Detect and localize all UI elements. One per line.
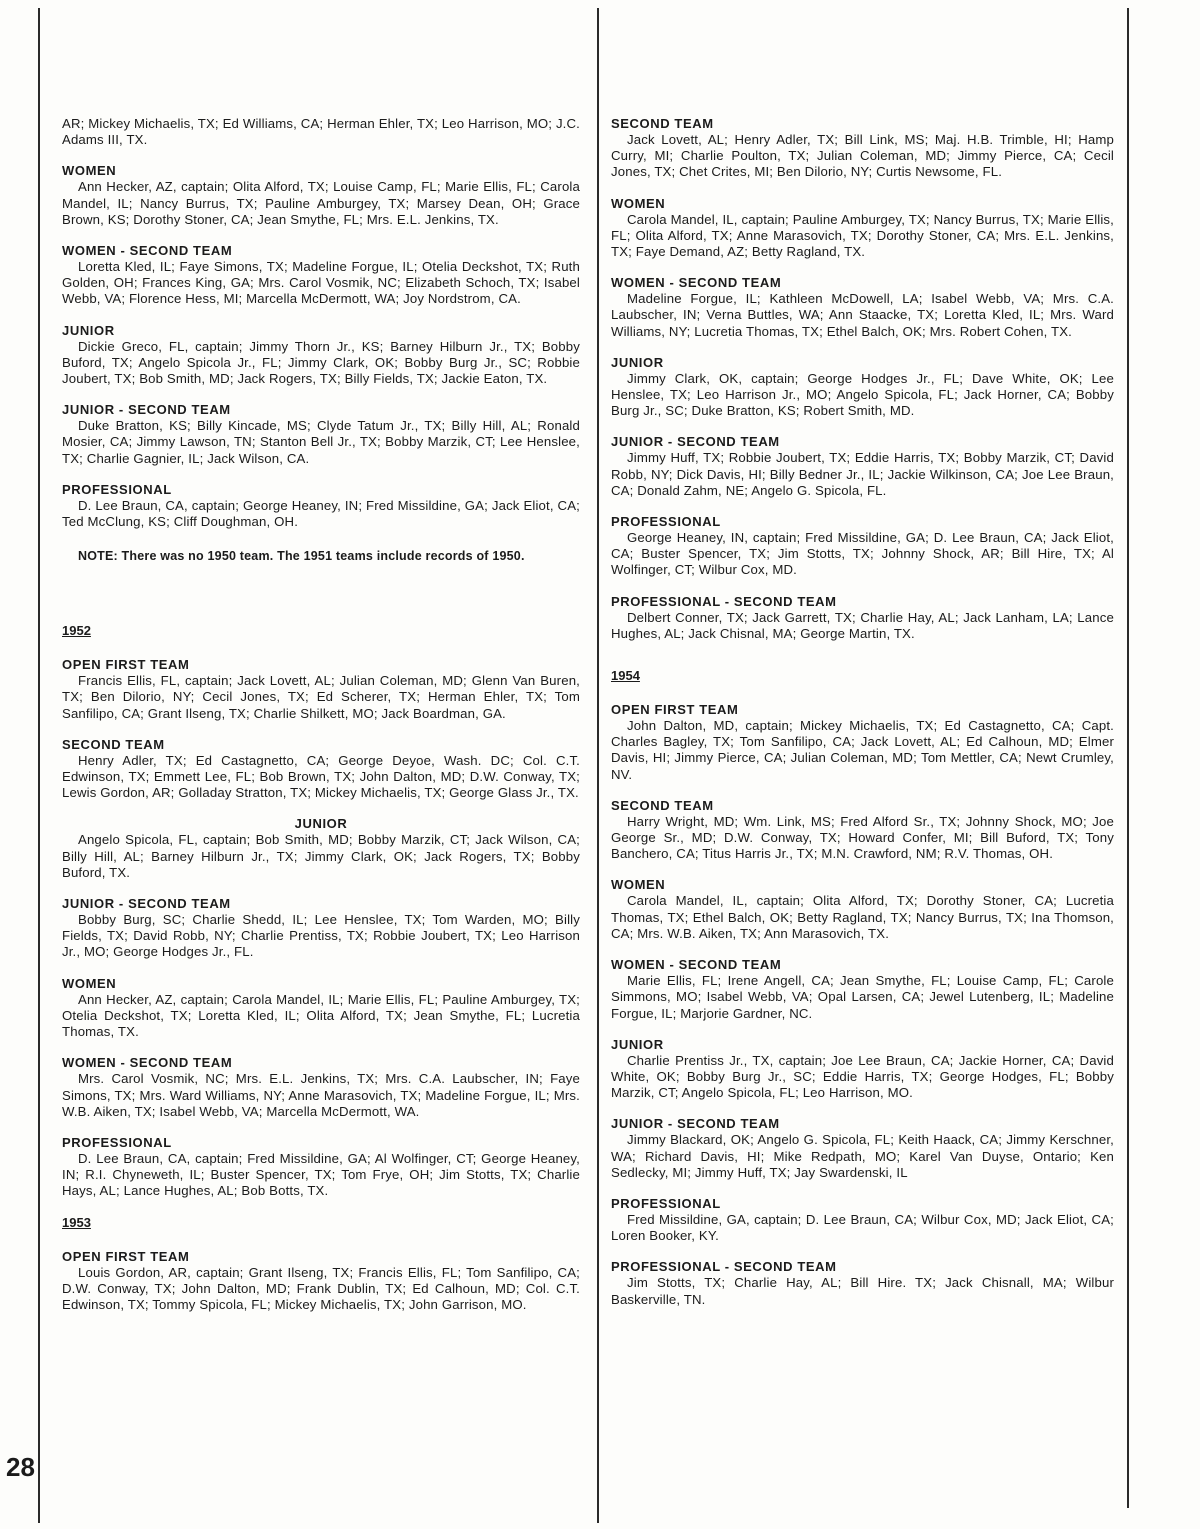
section-roster: D. Lee Braun, CA, captain; George Heaney, IN; Fred Missildine, GA; Jack Eliot, CA; Ted McClung, KS; Cliff Doughman, OH. [62,497,580,530]
section-heading: WOMEN [611,877,666,893]
right-column [611,116,1114,1323]
section-1952-junior [62,816,580,881]
section-roster: Marie Ellis, FL; Irene Angell, CA; Jean Smythe, FL; Louise Camp, FL; Carole Simmons, MO; Isabel Webb, VA; Opal Larsen, CA; Jewel Lutenberg, IL; Madeline Forgue, IL; Marjorie Gardner, NC. [611,973,1114,1021]
section-heading: JUNIOR - SECOND TEAM [611,434,780,450]
section-roster: Bobby Burg, SC; Charlie Shedd, IL; Lee Henslee, TX; Tom Warden, MO; Billy Fields, TX; David Robb, NY; Charlie Prentiss, TX; Robbie Joubert, TX; Leo Harrison Jr., MO; George Hodges Jr., FL. [62,912,580,960]
section-heading: OPEN FIRST TEAM [62,1248,190,1264]
section-roster: Duke Bratton, KS; Billy Kincade, MS; Clyde Tatum Jr., TX; Billy Hill, AL; Ronald Mosier, CA; Jimmy Lawson, TN; Stanton Bell Jr., TX; Bobby Marzik, CT; Lee Henslee, TX; Charlie Gagnier, IL; Jack Wilson, CA. [62,418,580,466]
section-1952-second [62,737,580,802]
section-roster: Fred Missildine, GA, captain; D. Lee Braun, CA; Wilbur Cox, MD; Jack Eliot, CA; Loren Booker, KY. [611,1211,1114,1244]
section-1952-junior-second [62,896,580,961]
section-1952-women-second [62,1055,580,1120]
section-1953-professional [611,514,1114,579]
section-1953-open-first [62,1249,580,1314]
section-heading: WOMEN - SECOND TEAM [62,1055,233,1071]
section-heading: WOMEN - SECOND TEAM [611,957,782,973]
section-1952-open-first [62,657,580,722]
section-1954-professional-second [611,1259,1114,1307]
section-heading: PROFESSIONAL [62,1134,172,1150]
section-heading: PROFESSIONAL - SECOND TEAM [611,593,837,609]
section-heading: PROFESSIONAL [611,514,721,530]
section-1953-women [611,196,1114,261]
section-heading: SECOND TEAM [611,797,714,813]
section-roster: Jimmy Blackard, OK; Angelo G. Spicola, FL; Keith Haack, CA; Jimmy Kerschner, WA; Richard Davis, HI; Mike Redpath, MO; Karel Van Duyse, Ontario; Ken Sedlecky, MI; Jimmy Huff, TX; Jay Swardenski, IL [611,1132,1114,1180]
column-divider-rule [597,8,599,1523]
section-1951-junior-second [62,402,580,467]
section-roster: Jack Lovett, AL; Henry Adler, TX; Bill Link, MS; Maj. H.B. Trimble, HI; Hamp Curry, MI; Charlie Poulton, TX; Julian Coleman, MD; Jimmy Pierce, CA; Cecil Jones, TX; Chet Crites, MI; Ben Dilorio, NY; Curtis Newsome, FL. [611,132,1114,180]
section-1954-second [611,798,1114,863]
section-heading: OPEN FIRST TEAM [611,702,739,718]
left-margin-rule [38,8,40,1523]
section-1954-women-second [611,957,1114,1022]
section-1953-second [611,116,1114,181]
section-1951-women-second [62,243,580,308]
section-1953-junior [611,355,1114,420]
section-heading: PROFESSIONAL [611,1195,721,1211]
section-roster: Mrs. Carol Vosmik, NC; Mrs. E.L. Jenkins, TX; Mrs. C.A. Laubscher, IN; Faye Simons, TX; Mrs. Ward Williams, NY; Anne Marasovich, TX; Madeline Forgue, IL; Mrs. W.B. Aiken, TX; Isabel Webb, VA; Marcella McDermott, WA. [62,1071,580,1119]
section-heading: JUNIOR [294,816,348,832]
section-heading: JUNIOR - SECOND TEAM [611,1116,780,1132]
section-heading: PROFESSIONAL [62,481,172,497]
section-1954-open-first [611,702,1114,783]
section-1951-women [62,163,580,228]
section-heading: WOMEN [62,163,117,179]
section-roster: Charlie Prentiss Jr., TX, captain; Joe Lee Braun, CA; Jackie Horner, CA; David White, OK; Bobby Burg Jr., SC; Eddie Harris, TX; George Hodges, FL; Bobby Marzik, CT; Angelo Spicola, FL; Leo Harrison, MO. [611,1052,1114,1101]
section-heading: JUNIOR [611,354,664,370]
section-roster: Jimmy Huff, TX; Robbie Joubert, TX; Eddie Harris, TX; Bobby Marzik, CT; David Robb, NY; Dick Davis, HI; Billy Bedner Jr., IL; Jackie Wilkinson, CA; Joe Lee Braun, CA; Donald Zahm, NE; Angelo G. Spicola, FL. [611,450,1114,498]
section-1952-women [62,976,580,1041]
section-1953-junior-second [611,434,1114,499]
year-heading-1954: 1954 [611,668,640,684]
section-roster: Ann Hecker, AZ, captain; Carola Mandel, IL; Marie Ellis, FL; Pauline Amburgey, TX; Otelia Deckshot, TX; Loretta Kled, IL; Olita Alford, TX; Jean Smythe, FL; Lucretia Thomas, TX. [62,991,580,1040]
section-heading: JUNIOR - SECOND TEAM [62,402,231,418]
section-heading: WOMEN [62,975,117,991]
section-1953-women-second [611,275,1114,340]
section-roster: Delbert Conner, TX; Jack Garrett, TX; Charlie Hay, AL; Jack Lanham, LA; Lance Hughes, AL; Jack Chisnal, MA; George Martin, TX. [611,609,1114,641]
section-roster: Loretta Kled, IL; Faye Simons, TX; Madeline Forgue, IL; Otelia Deckshot, TX; Ruth Golden, OH; Frances King, GA; Mrs. Carol Vosmik, NC; Elizabeth Schoch, TX; Isabel Webb, VA; Florence Hess, MI; Marcella McDermott, WA; Joy Nordstrom, CA. [62,259,580,307]
section-roster: John Dalton, MD, captain; Mickey Michaelis, TX; Ed Castagnetto, CA; Capt. Charles Bagley, TX; Tom Sanfilipo, CA; Jack Lovett, AL; Ed Calhoun, MD; Elmer Davis, HI; Jimmy Pierce, CA; Julian Coleman, MD; Tom Mettler, CA; Newt Crumley, NV. [611,718,1114,782]
section-1951-junior [62,323,580,388]
section-roster: Dickie Greco, FL, captain; Jimmy Thorn Jr., KS; Barney Hilburn Jr., TX; Bobby Buford, TX; Angelo Spicola Jr., FL; Jimmy Clark, OK; Bobby Burg Jr., SC; Robbie Joubert, TX; Bob Smith, MD; Jack Rogers, TX; Billy Fields, TX; Jackie Eaton, TX. [62,338,580,387]
section-roster: Angelo Spicola, FL, captain; Bob Smith, MD; Bobby Marzik, CT; Jack Wilson, CA; Billy Hill, AL; Barney Hilburn Jr., TX; Jimmy Clark, OK; Jack Rogers, TX; Bobby Buford, TX. [62,832,580,880]
section-roster: Jimmy Clark, OK, captain; George Hodges Jr., FL; Dave White, OK; Lee Henslee, TX; Leo Harrison Jr., MO; Angelo Spicola, FL; Jack Horner, CA; Bobby Burg Jr., SC; Duke Bratton, KS; Robert Smith, MD. [611,370,1114,419]
note-1950: NOTE: There was no 1950 team. The 1951 teams include records of 1950. [78,549,525,564]
section-heading: JUNIOR - SECOND TEAM [62,896,231,912]
section-roster: Francis Ellis, FL, captain; Jack Lovett, AL; Julian Coleman, MD; Glenn Van Buren, TX; Ben Dilorio, NY; Cecil Jones, TX; Ed Scherer, TX; Herman Ehler, TX; Tom Sanfilipo, CA; Grant Ilseng, TX; Charlie Shilkett, MO; Jack Boardman, GA. [62,673,580,721]
section-roster: Carola Mandel, IL, captain; Olita Alford, TX; Dorothy Stoner, CA; Lucretia Thomas, TX; Ethel Balch, OK; Betty Ragland, TX; Nancy Burrus, TX; Ina Thomson, CA; Mrs. W.B. Aiken, TX; Ann Marasovich, TX. [611,893,1114,941]
section-roster: Harry Wright, MD; Wm. Link, MS; Fred Alford Sr., TX; Johnny Shock, MO; Joe George Sr., MD; D.W. Conway, TX; Howard Confer, MI; Bill Buford, TX; Tony Banchero, CA; Titus Harris Jr., TX; M.N. Crawford, NM; R.V. Thomas, OH. [611,813,1114,862]
section-heading: JUNIOR [611,1036,664,1052]
section-heading: SECOND TEAM [611,116,714,131]
section-1954-junior [611,1037,1114,1102]
section-roster: Jim Stotts, TX; Charlie Hay, AL; Bill Hire. TX; Jack Chisnall, MA; Wilbur Baskerville, TN. [611,1275,1114,1307]
section-heading: PROFESSIONAL - SECOND TEAM [611,1259,837,1275]
section-roster: Madeline Forgue, IL; Kathleen McDowell, LA; Isabel Webb, VA; Mrs. C.A. Laubscher, IN; Verna Buttles, WA; Ann Staacke, TX; Loretta Kled, IL; Mrs. Ward Williams, NY; Lucretia Thomas, TX; Ethel Balch, OK; Mrs. Robert Cohen, TX. [611,291,1114,339]
section-1953-professional-second [611,594,1114,642]
section-heading: WOMEN - SECOND TEAM [62,243,233,259]
left-column [62,116,580,1328]
right-margin-rule [1127,8,1129,1508]
page-number: 28 [6,1452,35,1482]
section-roster: Louis Gordon, AR, captain; Grant Ilseng, TX; Francis Ellis, FL; Tom Sanfilipo, CA; D.W. Conway, TX; John Dalton, MD; Frank Dublin, TX; Ed Calhoun, MD; Col. C.T. Edwinson, TX; Tommy Spicola, FL; Mickey Michaelis, TX; John Garrison, MO. [62,1264,580,1312]
year-heading-1953: 1953 [62,1214,91,1230]
section-heading: SECOND TEAM [62,736,165,752]
section-1954-women [611,877,1114,942]
section-roster: Ann Hecker, AZ, captain; Olita Alford, TX; Louise Camp, FL; Marie Ellis, FL; Carola Mandel, IL; Nancy Burrus, TX; Pauline Amburgey, TX; Marsey Dean, OH; Grace Brown, KS; Dorothy Stoner, CA; Jean Smythe, FL; Mrs. E.L. Jenkins, TX. [62,179,580,227]
section-heading: OPEN FIRST TEAM [62,657,190,673]
section-1954-junior-second [611,1116,1114,1181]
section-roster: George Heaney, IN, captain; Fred Missildine, GA; D. Lee Braun, CA; Jack Eliot, CA; Buster Spencer, TX; Jim Stotts, TX; Johnny Shock, AR; Bill Hire, TX; Al Wolfinger, CT; Wilbur Cox, MD. [611,530,1114,578]
section-heading: WOMEN - SECOND TEAM [611,275,782,291]
continuation-block [62,116,580,148]
section-roster: Henry Adler, TX; Ed Castagnetto, CA; George Deyoe, Wash. DC; Col. C.T. Edwinson, TX; Emmett Lee, FL; Bob Brown, TX; John Dalton, MD; D.W. Conway, TX; Lewis Gordon, AR; Golladay Stratton, TX; Mickey Michaelis, TX; George Glass Jr., TX. [62,752,580,801]
section-roster: D. Lee Braun, CA, captain; Fred Missildine, GA; Al Wolfinger, CT; George Heaney, IN; R.I. Chyneweth, IL; Buster Spencer, TX; Tom Frye, OH; Jim Stotts, TX; Charlie Hays, AL; Lance Hughes, AL; Bob Botts, TX. [62,1150,580,1199]
section-heading: WOMEN [611,195,666,211]
section-1951-professional [62,482,580,530]
section-1952-professional [62,1135,580,1200]
year-heading-1952: 1952 [62,623,91,639]
section-heading: JUNIOR [62,322,115,338]
continuation-text: AR; Mickey Michaelis, TX; Ed Williams, CA; Herman Ehler, TX; Leo Harrison, MO; J.C. Adams III, TX. [62,116,580,148]
section-roster: Carola Mandel, IL, captain; Pauline Amburgey, TX; Nancy Burrus, TX; Marie Ellis, FL; Olita Alford, TX; Anne Marasovich, TX; Dorothy Stoner, CA; Mrs. E.L. Jenkins, TX; Faye Demand, AZ; Betty Ragland, TX. [611,211,1114,260]
section-1954-professional [611,1196,1114,1244]
